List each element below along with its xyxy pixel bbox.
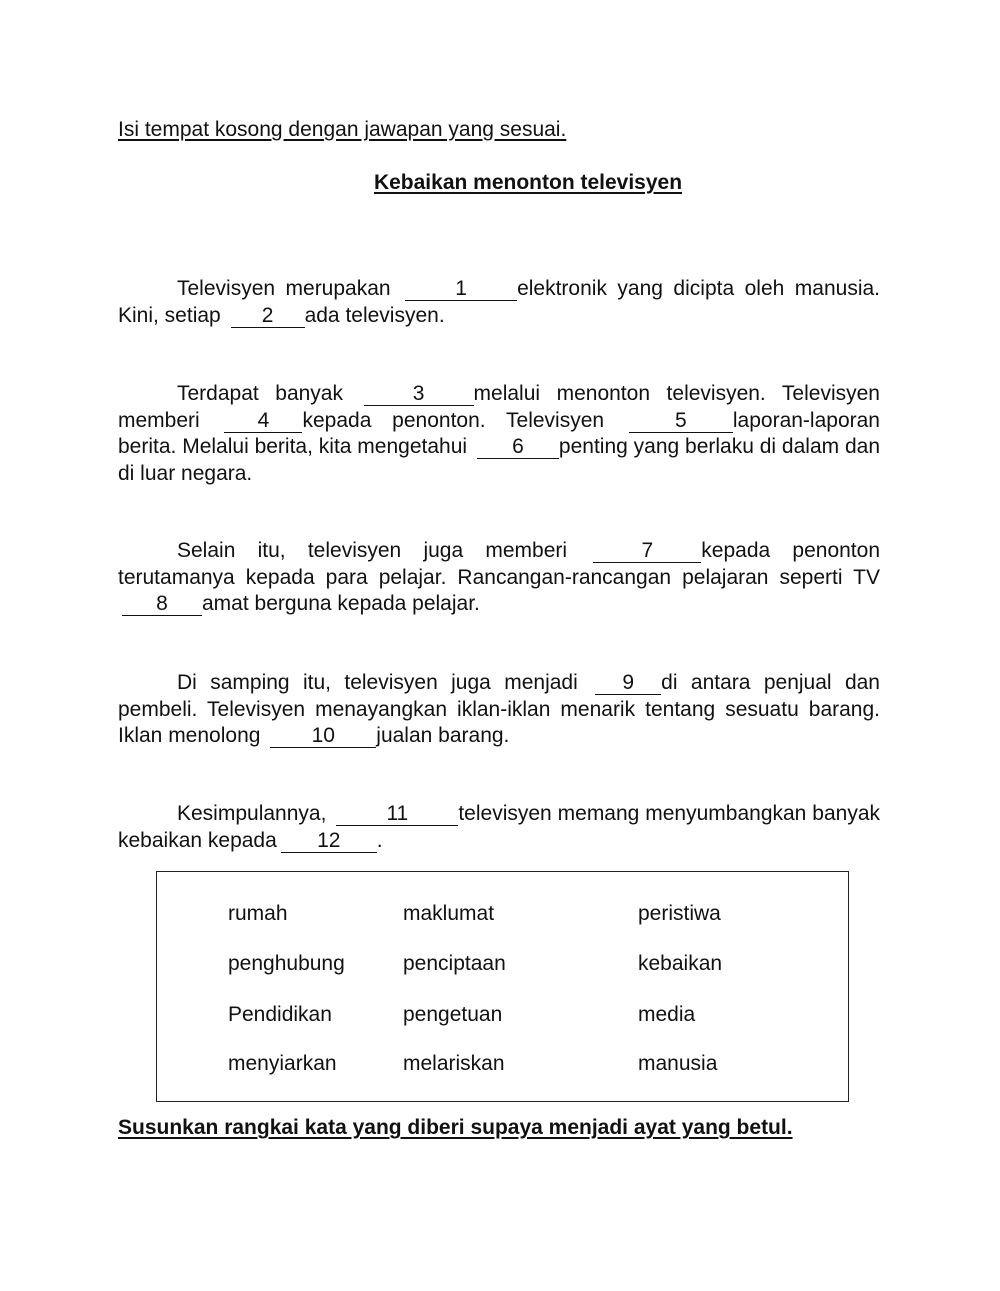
word-option[interactable]: maklumat [403, 902, 495, 925]
blank-4[interactable]: 4 [224, 410, 302, 433]
paragraph-2 [118, 381, 880, 487]
blank-7[interactable]: 7 [593, 540, 701, 563]
blank-8[interactable]: 8 [122, 593, 202, 616]
instruction-text: Isi tempat kosong dengan jawapan yang sesuai. [118, 118, 567, 141]
paragraph-text: televisyen memang menyumbangkan banyak kebaikan kepada [118, 802, 880, 852]
paragraph-text: di antara penjual dan pembeli. Televisyen menayangkan iklan-iklan menarik tentang sesuatu barang. Iklan menolong [118, 671, 880, 747]
blank-5[interactable]: 5 [629, 410, 733, 433]
paragraph-text: kepada penonton terutamanya kepada para pelajar. Rancangan-rancangan pelajaran seperti TV [118, 539, 881, 589]
blank-6[interactable]: 6 [477, 436, 559, 459]
word-option[interactable]: rumah [228, 902, 288, 925]
paragraph-text: penting yang berlaku di dalam dan di luar negara. [118, 435, 880, 485]
word-option[interactable]: manusia [638, 1052, 718, 1075]
paragraph-4 [118, 670, 880, 750]
word-option[interactable]: Pendidikan [228, 1003, 332, 1026]
blank-12[interactable]: 12 [281, 830, 377, 853]
paragraph-text: Kesimpulannya, [177, 802, 327, 825]
blank-10[interactable]: 10 [270, 725, 376, 748]
blank-3[interactable]: 3 [364, 383, 474, 406]
paragraph-text: Selain itu, televisyen juga memberi [177, 539, 568, 562]
paragraph-text: laporan-laporan berita. Melalui berita, kita mengetahui [118, 408, 880, 458]
word-bank-box [156, 871, 849, 1102]
word-option[interactable]: pengetuan [403, 1003, 503, 1026]
paragraph-text: melalui menonton televisyen. Televisyen memberi [118, 382, 880, 432]
word-option[interactable]: kebaikan [638, 952, 723, 975]
blank-1[interactable]: 1 [405, 278, 517, 301]
blank-2[interactable]: 2 [231, 305, 305, 328]
blank-9[interactable]: 9 [595, 672, 661, 695]
paragraph-text: . [376, 828, 383, 852]
paragraph-text: Televisyen merupakan [177, 277, 391, 300]
paragraph-1 [118, 276, 880, 329]
word-option[interactable]: peristiwa [638, 902, 721, 925]
blank-11[interactable]: 11 [336, 803, 458, 826]
word-option[interactable]: penghubung [228, 952, 345, 975]
word-option[interactable]: penciptaan [403, 952, 506, 975]
paragraph-text: amat berguna kepada pelajar. [202, 592, 480, 615]
paragraph-text: jualan barang. [376, 724, 510, 747]
paragraph-5 [118, 801, 880, 854]
paragraph-text: Terdapat banyak [177, 382, 343, 405]
paragraph-text: ada televisyen. [304, 303, 445, 327]
paragraph-text: kepada penonton. Televisyen [302, 408, 605, 432]
paragraph-text: Di samping itu, televisyen juga menjadi [177, 671, 578, 694]
paragraph-text: elektronik yang dicipta oleh manusia. Kini, setiap [118, 277, 880, 327]
word-option[interactable]: media [638, 1003, 696, 1026]
word-option[interactable]: menyiarkan [228, 1052, 337, 1075]
section-2-instruction: Susunkan rangkai kata yang diberi supaya menjadi ayat yang betul. [118, 1116, 793, 1139]
paragraph-3 [118, 538, 880, 618]
word-option[interactable]: melariskan [403, 1052, 505, 1075]
page-title: Kebaikan menonton televisyen [373, 171, 683, 194]
